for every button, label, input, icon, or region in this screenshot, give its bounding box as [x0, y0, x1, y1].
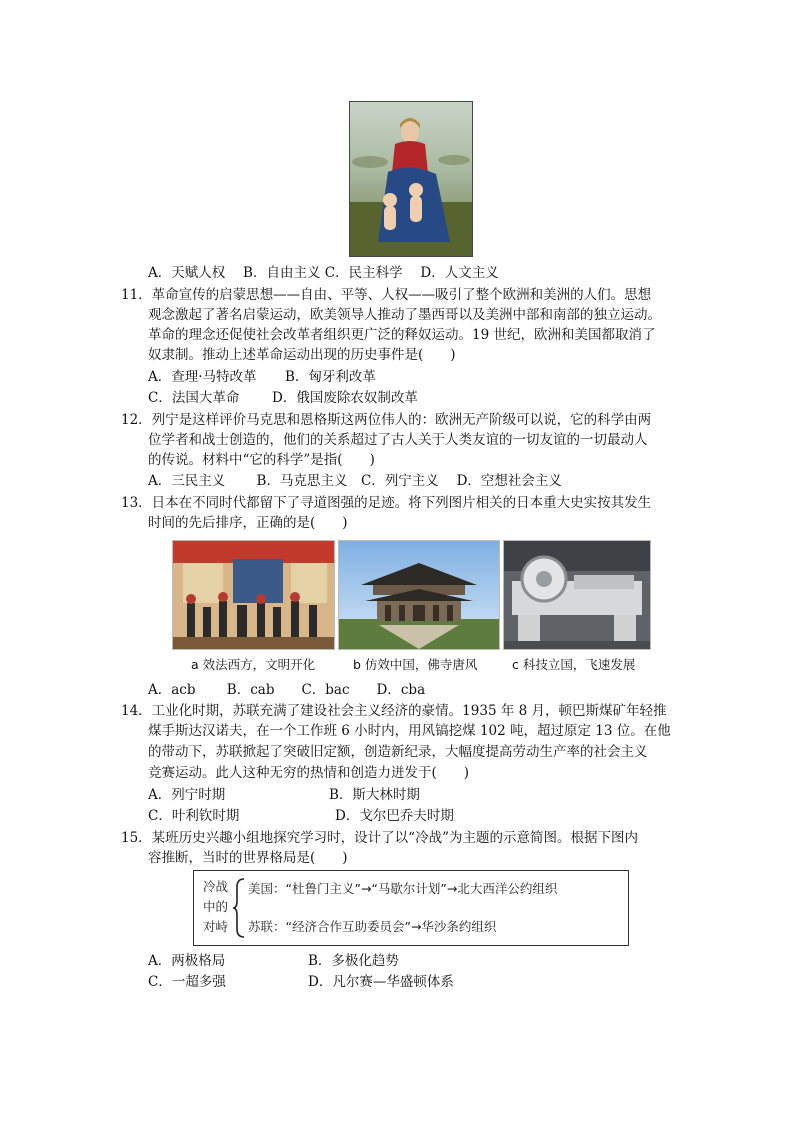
q11-line-3: 革命的理念还促使社会改革者组织更广泛的释奴运动。19 世纪，欧洲和美国都取消了 — [148, 327, 656, 343]
madonna-painting — [349, 101, 473, 257]
q14-line-3: 的带动下，苏联掀起了突破旧定额，创造新纪录，大幅度提高劳动生产率的社会主义 — [148, 744, 648, 760]
q14-option-b: B．斯大林时期 — [329, 787, 420, 803]
q15-line-2: 容推断，当时的世界格局是( ) — [148, 850, 348, 866]
q15-option-c: C．一超多强 — [148, 974, 226, 990]
meiji-restoration-picture — [172, 540, 335, 650]
todaiji-temple-picture — [338, 540, 500, 650]
q11-option-c: C．法国大革命 — [148, 390, 240, 406]
temple-illustration — [339, 541, 499, 649]
q12-options: A．三民主义 B．马克思主义 C．列宁主义 D．空想社会主义 — [148, 473, 562, 489]
lathe-illustration — [504, 541, 650, 649]
q13-options: A．acb B．cab C．bac D．cba — [148, 682, 426, 698]
q11-line-1: 11．革命宣传的启蒙思想——自由、平等、人权——吸引了整个欧洲和美洲的人们。思想 — [121, 287, 652, 303]
diagram-left-label: 冷战中的对峙 — [203, 879, 229, 934]
q15-option-a: A．两极格局 — [148, 953, 226, 969]
brace-icon — [232, 877, 246, 939]
q11-option-d: D．俄国废除农奴制改革 — [272, 390, 418, 406]
q11-line-2: 观念激起了著名启蒙运动，欧美领导人推动了墨西哥以及美洲中部和南部的独立运动。 — [148, 307, 661, 323]
q14-line-2: 煤手斯达汉诺夫，在一个工作班 6 小时内，用风镐挖煤 102 吨，超过原定 13 位。在他 — [148, 723, 671, 739]
q14-option-c: C．叶利钦时期 — [148, 808, 240, 824]
painting-illustration — [350, 102, 472, 256]
diagram-usa-row: 美国：“杜鲁门主义”→“马歇尔计划”→北大西洋公约组织 — [248, 881, 558, 896]
caption-b: b 仿效中国，佛寺唐风 — [353, 657, 478, 672]
q14-line-1: 14．工业化时期，苏联充满了建设社会主义经济的豪情。1935 年 8 月，顿巴斯煤矿年轻推 — [121, 703, 667, 719]
diagram-ussr-row: 苏联：“经济合作互助委员会”→华沙条约组织 — [248, 919, 497, 934]
q15-line-1: 15．某班历史兴趣小组地探究学习时，设计了以“冷战”为主题的示意简图。根据下图内 — [121, 830, 638, 846]
q14-option-d: D．戈尔巴乔夫时期 — [335, 808, 454, 824]
caption-a: a 效法西方，文明开化 — [191, 657, 316, 672]
q15-option-d: D．凡尔赛—华盛顿体系 — [308, 974, 454, 990]
q15-option-b: B．多极化趋势 — [308, 953, 399, 969]
q11-line-4: 奴隶制。推动上述革命运动出现的历史事件是( ) — [148, 347, 456, 363]
caption-c: c 科技立国，飞速发展 — [512, 657, 636, 672]
meiji-print-illustration — [173, 541, 334, 649]
q12-line-1: 12．列宁是这样评价马克思和恩格斯这两位伟人的：欧洲无产阶级可以说，它的科学由两 — [121, 412, 652, 428]
lathe-machine-picture — [503, 540, 651, 650]
q10-options: A．天赋人权 B．自由主义 C．民主科学 D．人文主义 — [148, 265, 499, 281]
q14-line-4: 竞赛运动。此人这种无穷的热情和创造力迸发于( ) — [148, 765, 470, 781]
q13-line-1: 13．日本在不同时代都留下了寻道图强的足迹。将下列图片相关的日本重大史实按其发生 — [121, 495, 652, 511]
q12-line-3: 的传说。材料中“它的科学”是指( ) — [148, 452, 375, 468]
q12-line-2: 位学者和战士创造的，他们的关系超过了古人关于人类友谊的一切友谊的一切最动人 — [148, 432, 648, 448]
q13-line-2: 时间的先后排序，正确的是( ) — [148, 515, 348, 531]
q11-option-a: A．查理·马特改革 — [148, 369, 257, 385]
q14-option-a: A．列宁时期 — [148, 787, 226, 803]
cold-war-diagram — [193, 870, 629, 946]
q11-option-b: B．匈牙利改革 — [285, 369, 376, 385]
